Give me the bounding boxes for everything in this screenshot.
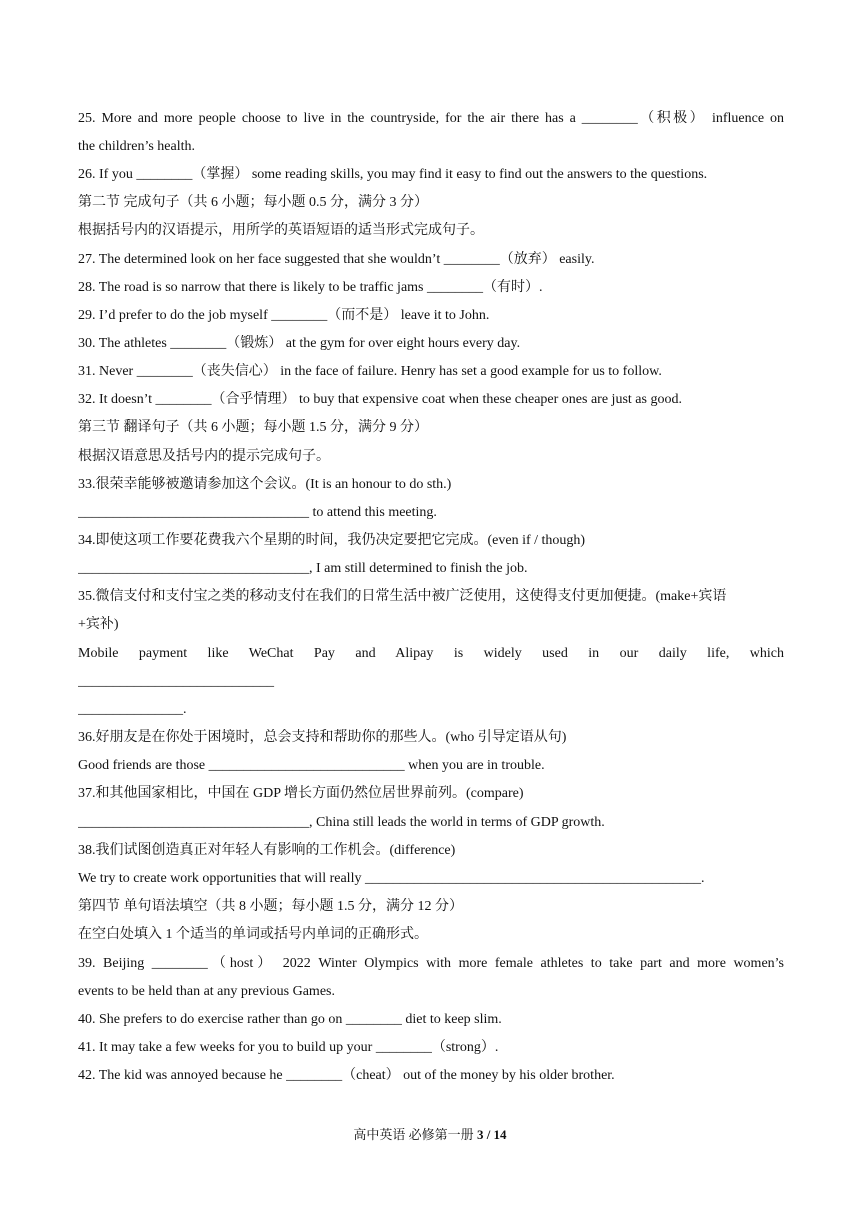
question-35-answer-line-1: Mobile payment like WeChat Pay and Alipay is widely used in our daily life, which <box>78 646 784 661</box>
question-35-prompt-line-1: 35.微信支付和支付宝之类的移动支付在我们的日常生活中被广泛使用，这使得支付更加便捷。(make+宾语 <box>78 589 727 604</box>
question-33-prompt: 33.很荣幸能够被邀请参加这个会议。(It is an honour to do sth.) <box>78 477 452 492</box>
question-36-prompt: 36.好朋友是在你处于困境时，总会支持和帮助你的那些人。(who 引导定语从句) <box>78 730 567 745</box>
question-41: 41. It may take a few weeks for you to build up your ________（strong）. <box>78 1040 499 1055</box>
question-35-prompt-line-2: +宾补) <box>78 617 119 632</box>
question-27: 27. The determined look on her face suggested that she wouldn’t ________（放弃） easily. <box>78 252 595 267</box>
question-25-line-2: the children’s health. <box>78 139 196 154</box>
question-39-line-1: 39. Beijing ________（host） 2022 Winter Olympics with more female athletes to take part and more women’s <box>78 956 784 971</box>
question-31: 31. Never ________（丧失信心） in the face of failure. Henry has set a good example for us to follow. <box>78 364 662 379</box>
question-35-answer-line-2: ____________________________ <box>78 674 274 689</box>
question-28: 28. The road is so narrow that there is likely to be traffic jams ________（有时）. <box>78 280 543 295</box>
page-number: 3 / 14 <box>476 1127 507 1142</box>
page-footer <box>0 1127 860 1143</box>
section-2-heading: 第二节 完成句子（共 6 小题；每小题 0.5 分，满分 3 分） <box>78 195 428 210</box>
question-30: 30. The athletes ________（锻炼） at the gym for over eight hours every day. <box>78 336 521 351</box>
question-38-answer: We try to create work opportunities that will really ________________________________________________. <box>78 871 705 886</box>
footer-title: 高中英语 必修第一册 <box>353 1127 474 1142</box>
section-3-heading: 第三节 翻译句子（共 6 小题；每小题 1.5 分，满分 9 分） <box>78 420 428 435</box>
question-42: 42. The kid was annoyed because he ________（cheat） out of the money by his older brother. <box>78 1068 615 1083</box>
section-4-instruction: 在空白处填入 1 个适当的单词或括号内单词的正确形式。 <box>78 927 428 942</box>
question-37-prompt: 37.和其他国家相比，中国在 GDP 增长方面仍然位居世界前列。(compare) <box>78 786 524 801</box>
question-34-answer: _________________________________, I am still determined to finish the job. <box>78 561 528 576</box>
question-25-line-1: 25. More and more people choose to live in the countryside, for the air there has a ________（积极） influence on <box>78 111 784 126</box>
question-29: 29. I’d prefer to do the job myself ________（而不是） leave it to John. <box>78 308 490 323</box>
question-39-line-2: events to be held than at any previous Games. <box>78 984 335 999</box>
question-32: 32. It doesn’t ________（合乎情理） to buy that expensive coat when these cheaper ones are just as good. <box>78 392 682 407</box>
section-2-instruction: 根据括号内的汉语提示，用所学的英语短语的适当形式完成句子。 <box>78 223 484 238</box>
question-35-answer-line-3: _______________. <box>78 702 187 717</box>
question-37-answer: _________________________________, China still leads the world in terms of GDP growth. <box>78 815 605 830</box>
question-40: 40. She prefers to do exercise rather than go on ________ diet to keep slim. <box>78 1012 502 1027</box>
section-3-instruction: 根据汉语意思及括号内的提示完成句子。 <box>78 449 330 464</box>
question-38-prompt: 38.我们试图创造真正对年轻人有影响的工作机会。(difference) <box>78 843 456 858</box>
section-4-heading: 第四节 单句语法填空（共 8 小题；每小题 1.5 分，满分 12 分） <box>78 899 463 914</box>
question-26: 26. If you ________（掌握） some reading skills, you may find it easy to find out the answers to the questions. <box>78 167 708 182</box>
question-34-prompt: 34.即使这项工作要花费我六个星期的时间，我仍决定要把它完成。(even if / though) <box>78 533 586 548</box>
question-36-answer: Good friends are those ____________________________ when you are in trouble. <box>78 758 545 773</box>
question-33-answer: _________________________________ to attend this meeting. <box>78 505 437 520</box>
